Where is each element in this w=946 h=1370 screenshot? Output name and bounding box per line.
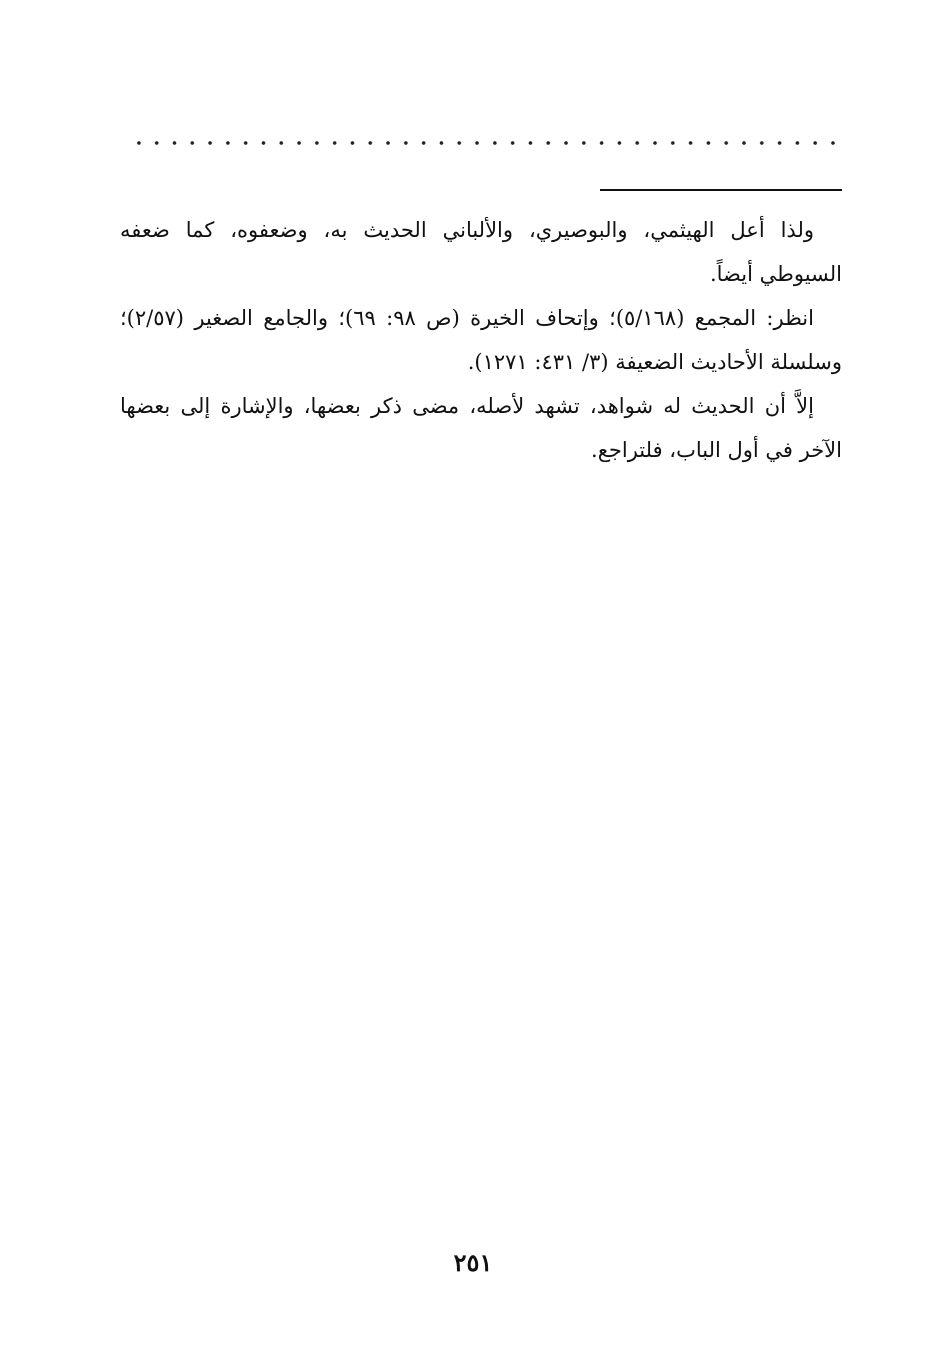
footnote-paragraph: ولذا أعل الهيثمي، والبوصيري، والألباني الحديث به، وضعفوه، كما ضعفه السيوطي أيضاً. (120, 218, 842, 286)
footnote-paragraph: إلاَّ أن الحديث له شواهد، تشهد لأصله، مضى ذكر بعضها، والإشارة إلى بعضها الآخر في أول الباب، فلتراجع. (120, 394, 842, 462)
footnote-paragraph: انظر: المجمع (٥/١٦٨)؛ وإتحاف الخيرة (ص ٩٨: ٦٩)؛ والجامع الصغير (٢/٥٧)؛ وسلسلة الأحاديث الضعيفة (٣/ ٤٣١: ١٢٧١). (120, 306, 842, 374)
footnote-separator-line (600, 189, 842, 191)
page-number: ٢٥١ (453, 1248, 493, 1277)
dotted-separator (130, 136, 842, 150)
footnotes-section (120, 208, 842, 472)
